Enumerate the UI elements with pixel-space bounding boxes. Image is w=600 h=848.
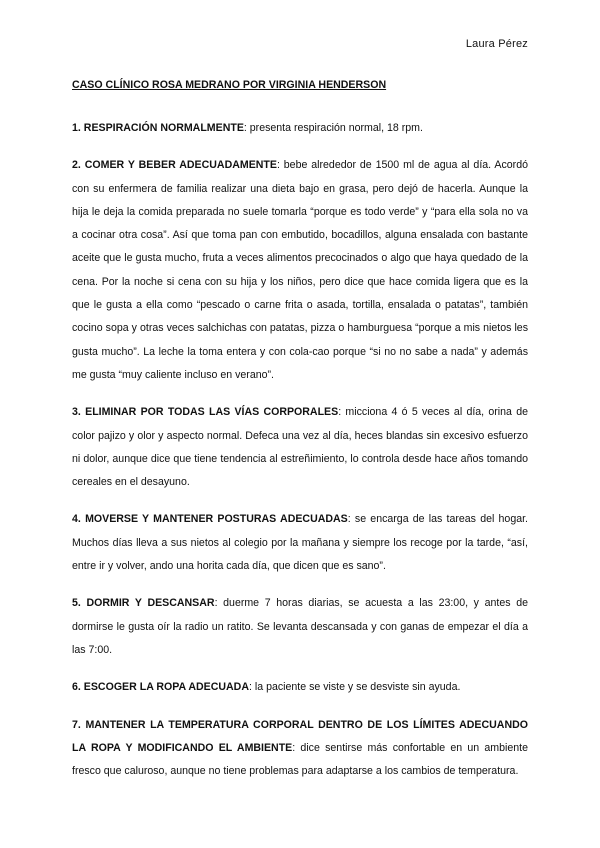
section-text: : la paciente se viste y se desviste sin ayuda. — [249, 681, 461, 694]
section-heading: RESPIRACIÓN NORMALMENTE — [83, 122, 244, 134]
section-number: 6. — [72, 681, 81, 694]
section-eliminar — [72, 401, 528, 494]
section-heading: ESCOGER LA ROPA ADECUADA — [83, 681, 249, 694]
section-temperatura — [72, 714, 528, 784]
section-number: 7. — [72, 718, 81, 731]
section-text: : duerme 7 horas diarias, se acuesta a las 23:00, y antes de dormirse le gusta oír la radio un ratito. Se levanta descansada y con ganas de empezar el día a las 7:00. — [72, 597, 528, 656]
needs-list — [72, 117, 528, 797]
author-name: Laura Pérez — [465, 38, 528, 50]
section-text: : bebe alrededor de 1500 ml de agua al día. Acordó con su enfermera de familia realizar una dieta bajo en grasa, pero dejó de hacerla. Aunque la hija le deja la comida preparada no suele tomarla “porque es todo verde” y “para ella sola no va a cocinar otra cosa”. Así que toma pan con embutido, bocadillos, alguna ensalada con bastante aceite que le gusta mucho, fruta a veces alimentos precocinados o algo que haya quedado de la cena. Por la noche si cena con su hija y los niños, pero dice que hace comida ligera que es la que le gusta a ella como “pescado o carne frita o asada, tortilla, ensalada o patatas”, también cocino sopa y otras veces salchichas con patatas, pizza o hamburguesa “porque a mis nietos les gusta mucho”. La leche la toma entera y con cola-cao porque “si no no sabe a nada” y además me gusta “muy caliente incluso en verano”. — [72, 159, 528, 381]
section-text: : se encarga de las tareas del hogar. Muchos días lleva a sus nietos al colegio por la mañana y siempre los recoge por la tarde, “así, entre ir y volver, ando una horita cada día, que dicen que es sano”. — [72, 513, 528, 573]
section-respiracion — [72, 117, 528, 140]
section-ropa — [72, 676, 528, 699]
section-number: 5. — [72, 597, 81, 610]
section-heading: ELIMINAR POR TODAS LAS VÍAS CORPORALES — [85, 406, 339, 419]
section-heading: MANTENER LA TEMPERATURA CORPORAL DENTRO DE LOS LÍMITES ADECUANDO LA ROPA Y MODIFICANDO EL AMBIENTE — [72, 718, 528, 754]
section-moverse — [72, 508, 528, 578]
section-number: 4. — [72, 513, 81, 526]
section-number: 2. — [72, 159, 81, 172]
section-heading: DORMIR Y DESCANSAR — [86, 597, 215, 610]
section-number: 1. — [72, 122, 81, 134]
section-heading: COMER Y BEBER ADECUADAMENTE — [84, 159, 277, 172]
section-dormir — [72, 592, 528, 662]
section-heading: MOVERSE Y MANTENER POSTURAS ADECUADAS — [85, 513, 348, 526]
section-text: : dice sentirse más confortable en un ambiente fresco que caluroso, aunque no tiene problemas para adaptarse a los cambios de temperatura. — [72, 741, 528, 778]
section-text: : presenta respiración normal, 18 rpm. — [243, 122, 423, 134]
section-number: 3. — [72, 406, 81, 419]
section-comer-beber — [72, 154, 528, 387]
section-text: : micciona 4 ó 5 veces al día, orina de color pajizo y olor y aspecto normal. Defeca una vez al día, heces blandas sin excesivo esfuerzo ni dolor, aunque dice que tiene tendencia al estreñimiento, lo controla desde hace años tomando cereales en el desayuno. — [72, 406, 528, 489]
document-title: CASO CLÍNICO ROSA MEDRANO POR VIRGINIA HENDERSON — [72, 79, 387, 91]
